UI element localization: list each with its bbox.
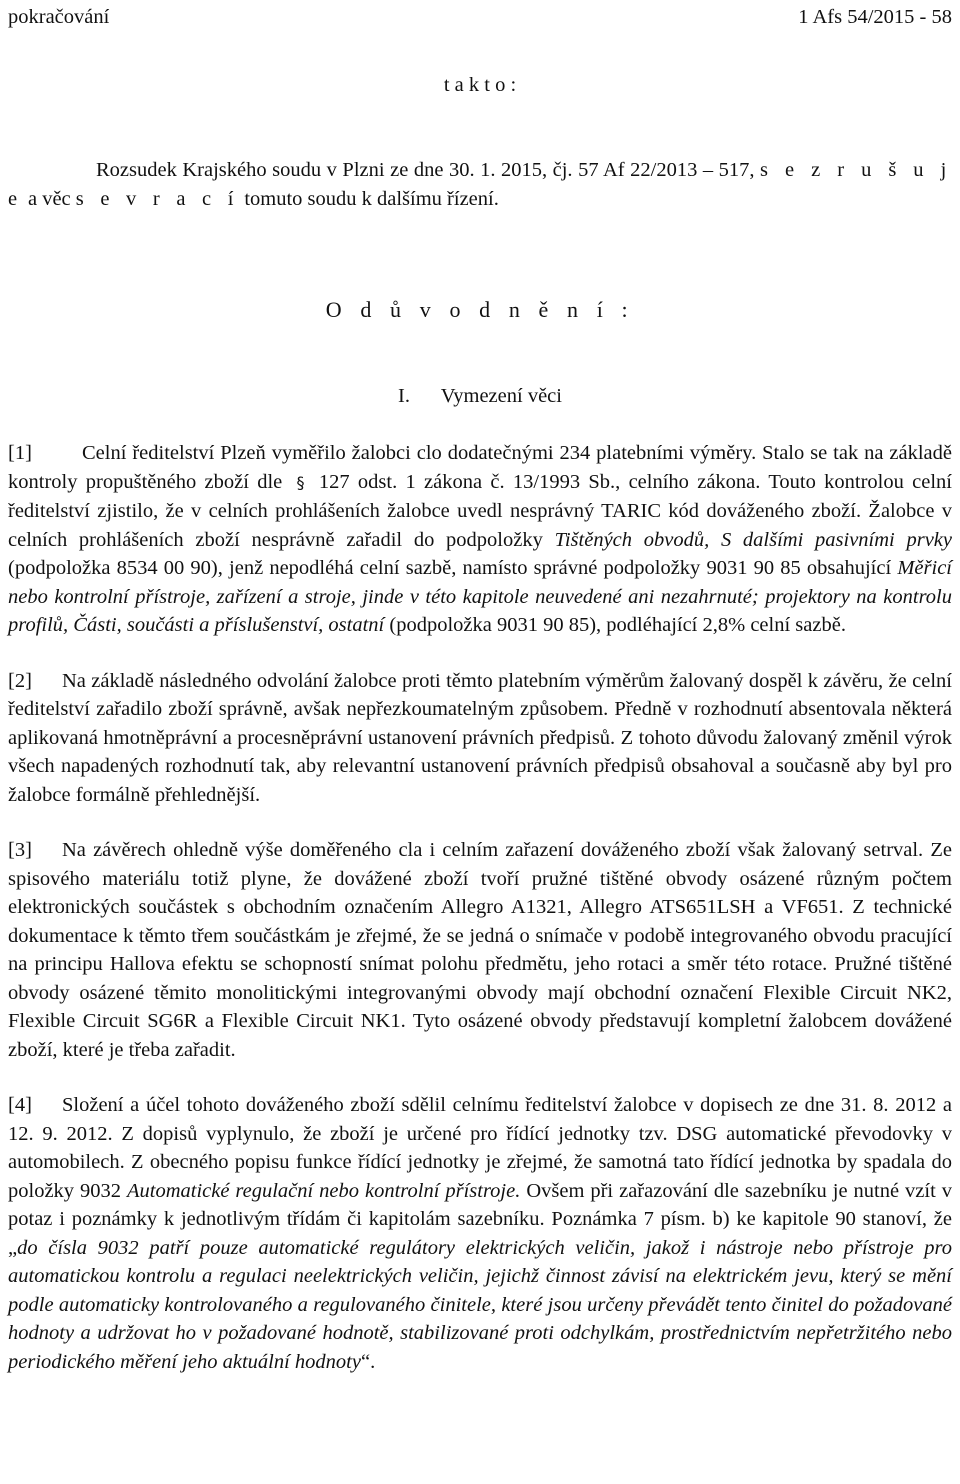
paragraph-1-text-d: (podpoložka 8534 00 90), jenž nepodléhá celní sazbě, namísto správné podpoložky 9031 90 85 obsahující <box>8 557 892 579</box>
paragraph-1-text-a: Celní ředitelství Plzeň vyměřilo žalobci clo dodatečnými 234 platebními výměry. Stalo se tak na základě kontroly propuštěného zboží dle <box>8 442 952 493</box>
section-title: Vymezení věci <box>440 385 562 407</box>
ruling-a-vec: a věc <box>27 187 71 210</box>
paragraph-4-text-a: Složení a účel tohoto dováženého zboží sdělil celnímu ředitelství žalobce v dopisech ze dne 31. 8. 2012 a 12. 9. 2012. Z dopisů vyplynulo, že zboží je určené pro řídící jednotky tzv. DSG automatické převodovky v automobilech. Z obecného popisu funkce řídící jednotky je zřejmé, že samotná tato řídící jednotka by spadala do položky 9032 <box>8 1094 952 1202</box>
paragraph-number: [3] <box>8 839 32 861</box>
ruling-line-1: Rozsudek Krajského soudu v Plzni ze dne 30. 1. 2015, čj. 57 Af 22/2013 – 517, <box>96 159 755 181</box>
paragraph-3-text: Na závěrech ohledně výše doměřeného cla i celním zařazení dováženého zboží však žalovaný setrval. Ze spisového materiálu totiž plyne, že dovážené zboží tvoří pružné tištěné obvody osázené různým počtem elektronických součástek s obchodním označením Allegro A1321, Allegro ATS651LSH a VF651. Z technické dokumentace k těmto třem součástkám je zřejmé, že se jedná o snímače v podobě integrovaného obvodu pracující na principu Hallova efektu se schopností snímat polohu předmětu, jeho rotaci a směr této rotace. Pružné tištěné obvody osázené těmito monolitickými integrovanými obvody mají obchodní označení Flexible Circuit NK2, Flexible Circuit SG6R a Flexible Circuit NK1. Tyto osázené obvody představují kompletní žalobcem dovážené zboží, které je třeba zařadit. <box>8 839 952 1061</box>
section-sign-icon: § <box>296 472 305 492</box>
paragraph-4-italic-b: Automatické regulační nebo kontrolní přístroje. <box>126 1179 521 1202</box>
paragraph-4 <box>8 1091 952 1376</box>
paragraph-1 <box>8 439 952 640</box>
section-number: I. <box>398 385 410 407</box>
paragraph-2-text: Na základě následného odvolání žalobce proti těmto platebním výměrům žalovaný dospěl k závěru, že celní ředitelství zařadilo zboží správně, avšak nepřezkoumatelným způsobem. Předně v rozhodnutí absentovala některá aplikovaná hmotněprávní a procesněprávní ustanovení právních předpisů. Z tohoto důvodu žalovaný změnil výrok všech napadených rozhodnutí tak, aby relevantní ustanovení právních předpisů obsahoval a současně aby byl pro žalobce formálně přehlednější. <box>8 669 952 806</box>
paragraph-2 <box>8 667 952 810</box>
paragraph-4-text-e: “. <box>360 1350 376 1373</box>
verdict-heading: t a k t o : <box>443 74 517 96</box>
paragraph-4-text-c: Ovšem při zařazování dle sazebníku je nutné vzít v potaz i poznámky k jednotlivým třídám či kapitolám sazebníku. Poznámka 7 písm. b) ke kapitole 90 stanoví, že „ <box>8 1179 952 1259</box>
paragraph-number: [4] <box>8 1094 32 1116</box>
header-continuation: pokračování <box>8 6 110 28</box>
ruling-vraci: s e v r a c í <box>75 187 240 210</box>
body-text <box>8 439 952 1403</box>
ruling-zrusuje: s e z r u š u j e <box>8 159 952 210</box>
ruling-rest: tomuto soudu k dalšímu řízení. <box>244 187 499 210</box>
paragraph-1-text-b: 127 odst. 1 zákona č. 13/1993 Sb., celního zákona. Touto kontrolou celní ředitelství zjistilo, že v celních prohlášeních žalobce uvedl nesprávný TARIC kód dováženého zboží. Žalobce v celních prohlášeních zboží nesprávně zařadil do podpoložky <box>8 470 952 551</box>
page-header <box>0 3 960 33</box>
header-case-number: 1 Afs 54/2015 - 58 <box>798 6 952 28</box>
paragraph-number: [1] <box>8 442 32 464</box>
paragraph-1-italic-e: Měřicí nebo kontrolní přístroje, zařízení a stroje, jinde v této kapitole neuvedené ani nezahrnuté; projektory na kontrolu profilů, Části, součásti a příslušenství, ostatní <box>8 557 952 636</box>
paragraph-1-italic-c: Tištěných obvodů, S dalšími pasivními prvky <box>554 528 953 551</box>
ruling-text <box>8 156 952 213</box>
paragraph-number: [2] <box>8 669 32 692</box>
section-heading <box>0 382 960 411</box>
ruling-block <box>8 156 952 213</box>
reasons-heading: O d ů v o d n ě n í : <box>325 297 635 322</box>
paragraph-3 <box>8 836 952 1064</box>
paragraph-1-text-f: (podpoložka 9031 90 85), podléhající 2,8% celní sazbě. <box>389 614 846 636</box>
paragraph-4-italic-quote: do čísla 9032 patří pouze automatické regulátory elektrických veličin, jakož i nástroje nebo přístroje pro automatickou kontrolu a regulaci neelektrických veličin, jejichž činnost závisí na elektrickém jevu, který se mění podle automaticky kontrolovaného a regulovaného činitele, které jsou určeny převádět tento činitel do požadované hodnoty a udržovat ho v požadované hodnotě, stabilizované proti odchylkám, prostřednictvím nepřetržitého nebo periodického měření jeho aktuální hodnoty <box>8 1236 952 1373</box>
